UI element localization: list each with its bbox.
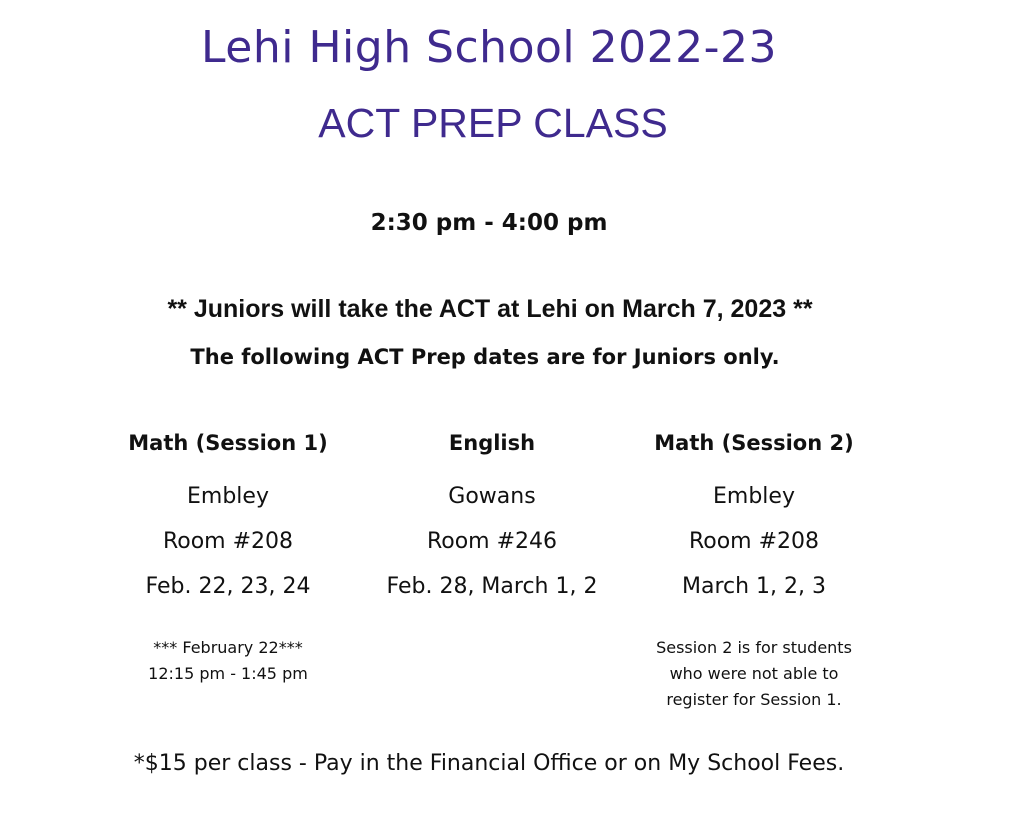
session-dates: Feb. 22, 23, 24 bbox=[145, 574, 311, 599]
session-note-line: Session 2 is for students bbox=[656, 638, 852, 657]
session-heading: English bbox=[448, 431, 536, 455]
class-time: 2:30 pm - 4:00 pm bbox=[370, 210, 608, 236]
session-note bbox=[78, 635, 378, 687]
session-note-line: register for Session 1. bbox=[666, 690, 842, 709]
session-heading: Math (Session 1) bbox=[128, 431, 328, 455]
session-note-line: *** February 22*** bbox=[153, 638, 303, 657]
session-teacher: Embley bbox=[187, 484, 269, 509]
page-title: Lehi High School 2022-23 bbox=[201, 22, 777, 73]
session-math-2 bbox=[604, 428, 904, 713]
session-room: Room #246 bbox=[426, 529, 558, 554]
act-date-notice: ** Juniors will take the ACT at Lehi on March 7, 2023 ** bbox=[167, 295, 813, 323]
session-english bbox=[342, 428, 642, 609]
session-note-line: 12:15 pm - 1:45 pm bbox=[148, 664, 308, 683]
juniors-only-note: The following ACT Prep dates are for Juniors only. bbox=[190, 345, 780, 369]
session-note bbox=[604, 635, 904, 713]
session-room: Room #208 bbox=[162, 529, 294, 554]
session-math-1 bbox=[78, 428, 378, 687]
session-room: Room #208 bbox=[688, 529, 820, 554]
session-teacher: Gowans bbox=[448, 484, 536, 509]
session-note-line: who were not able to bbox=[669, 664, 839, 683]
session-dates: March 1, 2, 3 bbox=[681, 574, 827, 599]
session-dates: Feb. 28, March 1, 2 bbox=[386, 574, 598, 599]
session-teacher: Embley bbox=[713, 484, 795, 509]
fee-note: *$15 per class - Pay in the Financial Office or on My School Fees. bbox=[133, 751, 845, 776]
page-subtitle: ACT PREP CLASS bbox=[318, 100, 668, 146]
session-heading: Math (Session 2) bbox=[654, 431, 854, 455]
